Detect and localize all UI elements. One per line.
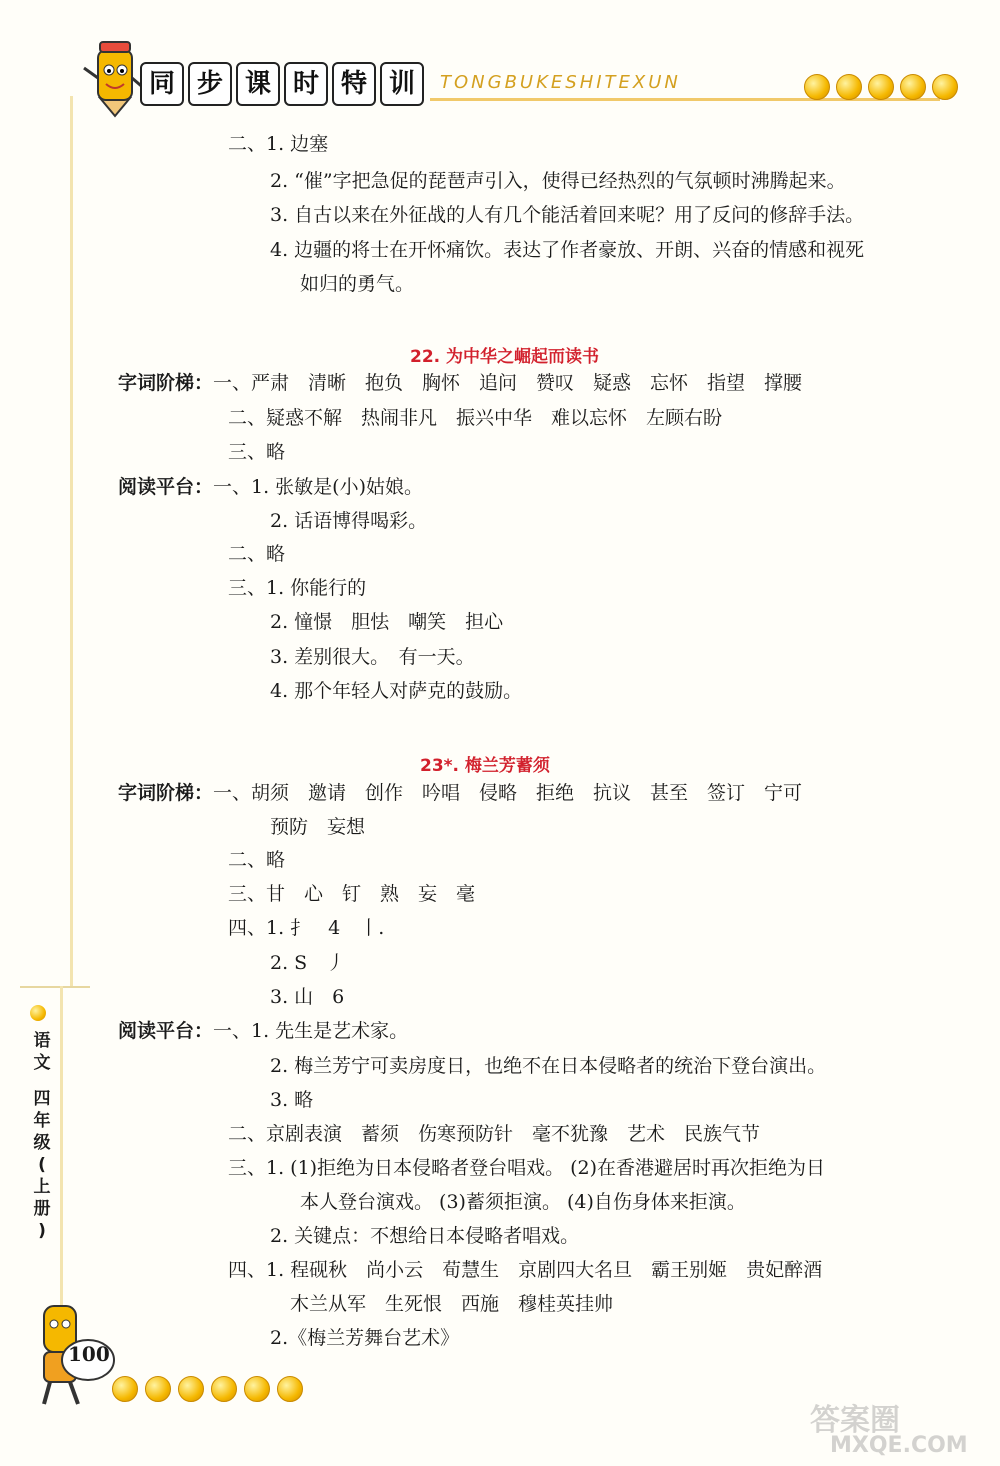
answer-line: [270, 1223, 579, 1249]
answer-line: [228, 847, 285, 873]
decor-dot-icon: [244, 1376, 270, 1402]
section-label: 阅读平台：: [118, 1020, 214, 1042]
page-header: [0, 0, 1000, 130]
section-label: 阅读平台：: [118, 476, 214, 498]
answer-line: [228, 915, 384, 941]
side-dot-icon: [30, 1005, 46, 1021]
answer-line: [228, 881, 475, 907]
answer-text: 三、略: [228, 441, 286, 463]
answer-line: [270, 644, 475, 670]
answer-text: 二、略: [228, 849, 286, 871]
side-rule: [20, 986, 90, 988]
sidebar-char: 语: [33, 1031, 51, 1051]
side-rule: [60, 986, 63, 1306]
answer-text: 四、1. 扌 4 丨.: [228, 917, 385, 939]
answer-line: [118, 1018, 408, 1044]
answer-text: 2. S 丿: [270, 952, 346, 974]
answer-text: 三、甘 心 钉 熟 妄 毫: [228, 883, 476, 905]
footer-dots: [112, 1376, 303, 1402]
lesson-title: 23*. 梅兰芳蓄须: [420, 756, 550, 776]
answer-text: 一、胡须 邀请 创作 吟唱 侵略 拒绝 抗议 甚至 签订 宁可: [213, 782, 803, 804]
answer-line: [270, 814, 365, 840]
decor-dot-icon: [145, 1376, 171, 1402]
answer-text: 4. 那个年轻人对萨克的鼓励。: [270, 680, 523, 702]
answer-line: [118, 474, 423, 500]
answer-text: 二、略: [228, 543, 286, 565]
page-number: 100: [68, 1342, 110, 1366]
answer-line: [300, 1189, 746, 1215]
answer-line: [270, 202, 864, 228]
decor-dot-icon: [211, 1376, 237, 1402]
answer-line: [300, 271, 414, 297]
answer-line: [270, 1325, 459, 1351]
answer-text: 三、1. 你能行的: [228, 577, 367, 599]
answer-text: 一、1. 先生是艺术家。: [213, 1020, 409, 1042]
sidebar-char: (: [38, 1155, 46, 1175]
answer-text: 二、1. 边塞: [228, 133, 329, 155]
answer-text: 四、1. 程砚秋 尚小云 荀慧生 京剧四大名旦 霸王别姬 贵妃醉酒: [228, 1259, 823, 1281]
sidebar-char: 年: [33, 1111, 51, 1131]
answer-line: [270, 950, 345, 976]
lesson-title: 22. 为中华之崛起而读书: [410, 347, 600, 367]
answer-text: 本人登台演戏。 (3)蓄须拒演。 (4)自伤身体来拒演。: [300, 1191, 746, 1213]
decor-dot-icon: [932, 74, 958, 100]
sidebar-char: 册: [33, 1199, 51, 1219]
sidebar-char: ): [38, 1221, 46, 1241]
answer-text: 2.《梅兰芳舞台艺术》: [270, 1327, 460, 1349]
decor-dot-icon: [836, 74, 862, 100]
answer-text: 3. 自古以来在外征战的人有几个能活着回来呢？用了反问的修辞手法。: [270, 204, 865, 226]
answer-text: 3. 略: [270, 1089, 314, 1111]
sidebar-char: 级: [33, 1133, 51, 1153]
title-char: 特: [332, 62, 376, 106]
subject-grade-label: [28, 1030, 56, 1242]
answer-line: [290, 1291, 613, 1317]
section-label: 字词阶梯：: [118, 782, 214, 804]
answer-line: [270, 1087, 313, 1113]
answer-text: 3. 差别很大。 有一天。: [270, 646, 475, 668]
series-title: [140, 62, 424, 106]
header-dots: [804, 74, 958, 100]
decor-dot-icon: [178, 1376, 204, 1402]
answer-line: [228, 1257, 822, 1283]
title-char: 训: [380, 62, 424, 106]
title-char: 同: [140, 62, 184, 106]
answer-line: [270, 508, 427, 534]
answer-text: 木兰从军 生死恨 西施 穆桂英挂帅: [290, 1293, 614, 1315]
sidebar-char: 文: [33, 1053, 51, 1073]
answer-line: [118, 370, 802, 396]
series-title-pinyin: TONGBUKESHITEXUN: [440, 72, 681, 93]
answer-line: [118, 780, 802, 806]
decor-dot-icon: [868, 74, 894, 100]
decor-dot-icon: [900, 74, 926, 100]
answer-text: 一、1. 张敏是(小)姑娘。: [213, 476, 424, 498]
sidebar-char: 四: [33, 1089, 51, 1109]
answer-text: 2. 话语博得喝彩。: [270, 510, 428, 532]
title-char: 时: [284, 62, 328, 106]
answer-line: [270, 168, 846, 194]
answer-line: [270, 609, 503, 635]
title-char: 课: [236, 62, 280, 106]
decor-dot-icon: [277, 1376, 303, 1402]
answer-line: [270, 678, 522, 704]
sidebar-char: [28, 1074, 56, 1088]
answer-line: [228, 1121, 760, 1147]
answer-line: [228, 541, 285, 567]
watermark-url: MXQE.COM: [830, 1433, 968, 1458]
answer-text: 三、1. (1)拒绝为日本侵略者登台唱戏。 (2)在香港避居时再次拒绝为日: [228, 1157, 826, 1179]
answer-line: [270, 1053, 826, 1079]
answer-text: 2. 关键点：不想给日本侵略者唱戏。: [270, 1225, 580, 1247]
answer-text: 2. 梅兰芳宁可卖房度日，也绝不在日本侵略者的统治下登台演出。: [270, 1055, 827, 1077]
answer-line: [228, 439, 285, 465]
answer-text: 预防 妄想: [270, 816, 366, 838]
answer-line: [270, 237, 864, 263]
answer-line: [228, 405, 722, 431]
answer-text: 3. 山 6: [270, 986, 345, 1008]
title-char: 步: [188, 62, 232, 106]
answer-text: 2. “催”字把急促的琵琶声引入，使得已经热烈的气氛顿时沸腾起来。: [270, 170, 846, 192]
answer-line: [228, 131, 328, 157]
watermark-logo: 答案圈: [810, 1403, 900, 1438]
answer-text: 二、疑惑不解 热闹非凡 振兴中华 难以忘怀 左顾右盼: [228, 407, 723, 429]
answer-line: [228, 575, 366, 601]
sidebar-char: 上: [33, 1177, 51, 1197]
decor-dot-icon: [804, 74, 830, 100]
answer-line: [270, 984, 344, 1010]
answer-text: 一、严肃 清晰 抱负 胸怀 追问 赞叹 疑惑 忘怀 指望 撑腰: [213, 372, 803, 394]
answer-text: 4. 边疆的将士在开怀痛饮。表达了作者豪放、开朗、兴奋的情感和视死: [270, 239, 865, 261]
side-rule: [70, 96, 73, 986]
answer-text: 2. 憧憬 胆怯 嘲笑 担心: [270, 611, 504, 633]
section-label: 字词阶梯：: [118, 372, 214, 394]
answer-text: 如归的勇气。: [300, 273, 415, 295]
answer-line: [228, 1155, 825, 1181]
answer-text: 二、京剧表演 蓄须 伤寒预防针 毫不犹豫 艺术 民族气节: [228, 1123, 761, 1145]
decor-dot-icon: [112, 1376, 138, 1402]
